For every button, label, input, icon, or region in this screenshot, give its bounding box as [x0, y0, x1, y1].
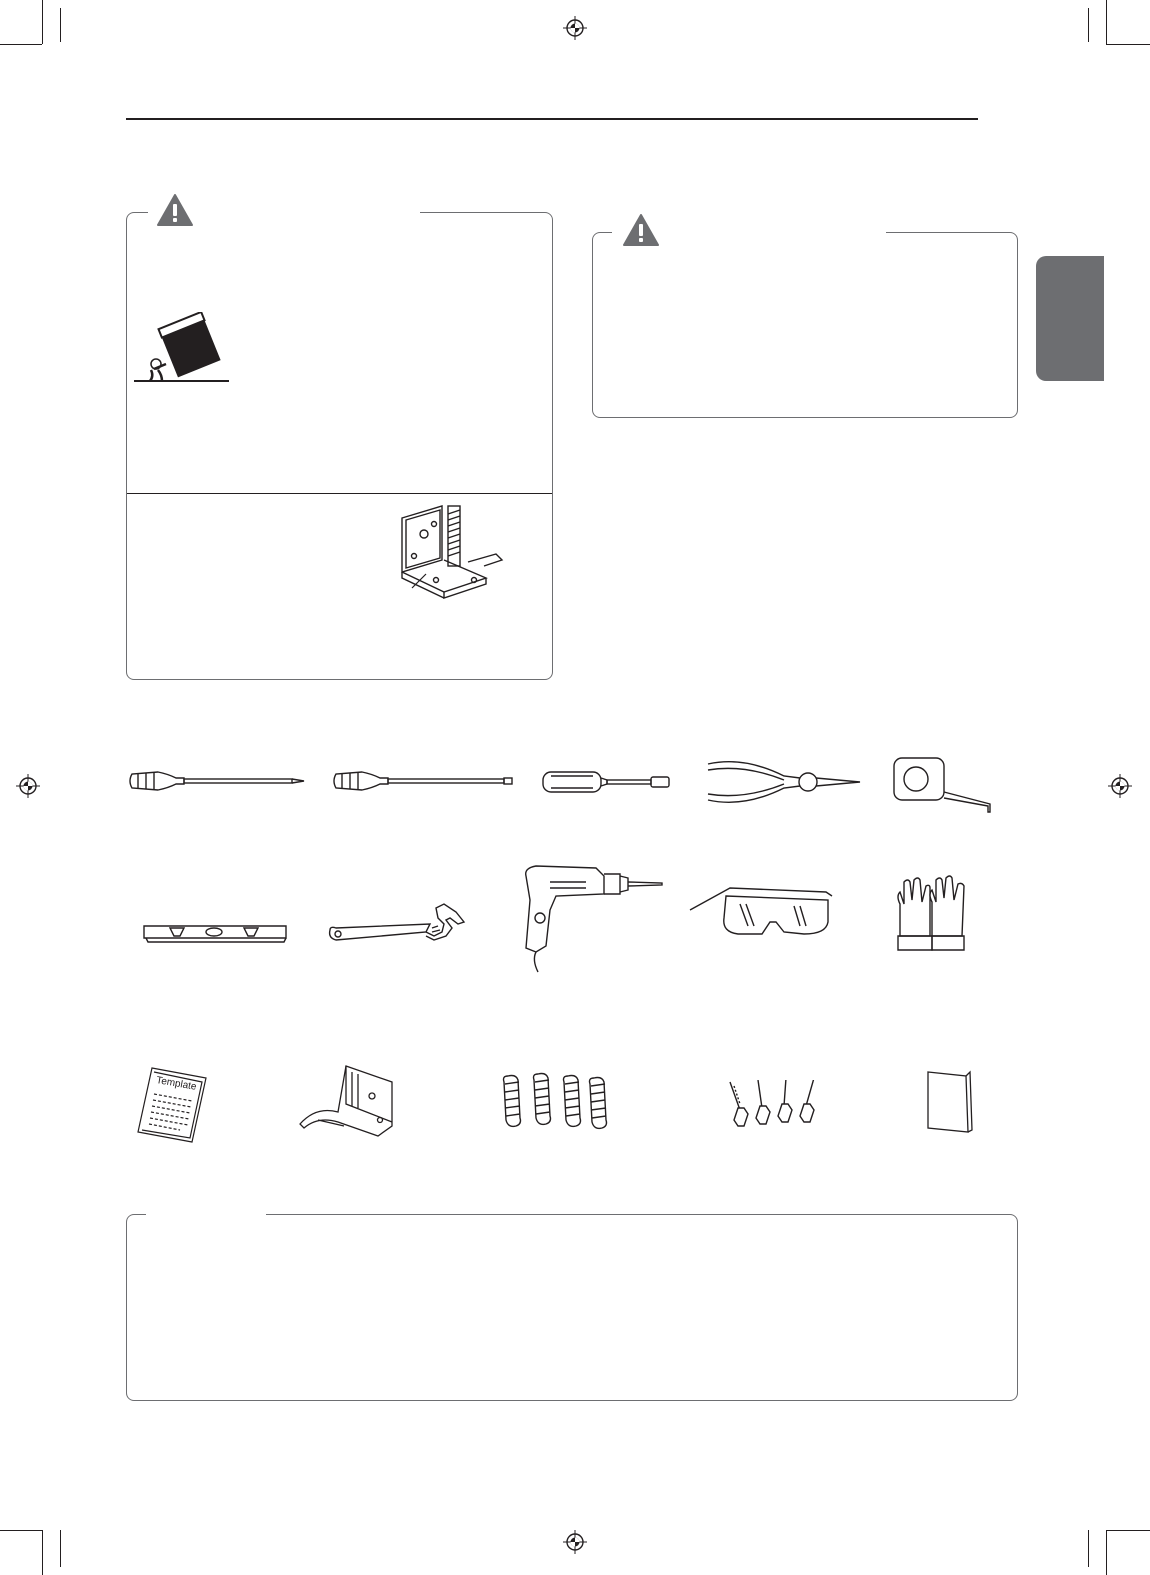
warning-title-rule [422, 212, 430, 213]
safety-glasses-icon [686, 882, 836, 940]
header-rule [126, 118, 978, 120]
nut-driver-icon [541, 768, 671, 796]
template-label: Template [155, 1074, 198, 1093]
warning-triangle-icon [622, 213, 660, 247]
registration-mark-icon [563, 16, 587, 40]
warning-triangle-icon [156, 193, 194, 227]
registration-mark-icon [563, 1530, 587, 1554]
manual-booklet-icon [922, 1068, 974, 1136]
adjustable-wrench-icon [326, 902, 468, 946]
level-icon [140, 918, 290, 944]
warning-panel-right [592, 232, 1018, 418]
section-side-tab [1036, 256, 1104, 381]
phillips-screwdriver-icon [128, 766, 308, 796]
note-panel [126, 1214, 1018, 1401]
power-drill-icon [516, 860, 666, 974]
panel-divider [127, 493, 552, 494]
tape-measure-icon [890, 752, 994, 814]
template-sheet-icon [134, 1064, 210, 1146]
wall-anchors-icon [500, 1072, 612, 1130]
anti-tip-bracket-icon [384, 500, 506, 610]
registration-mark-icon [1108, 774, 1132, 798]
tip-over-hazard-icon [132, 312, 232, 384]
registration-mark-icon [16, 774, 40, 798]
anti-tip-bracket-part-icon [298, 1062, 400, 1140]
screws-icon [726, 1080, 826, 1130]
gloves-icon [892, 874, 974, 952]
needle-nose-pliers-icon [704, 756, 864, 808]
flat-blade-screwdriver-icon [332, 766, 514, 796]
